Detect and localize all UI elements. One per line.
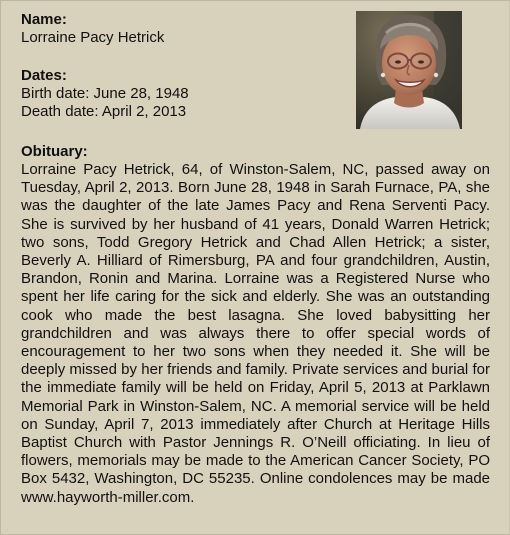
- dates-heading: Dates:: [21, 67, 67, 84]
- name-heading: Name:: [21, 11, 67, 28]
- birth-date: Birth date: June 28, 1948: [21, 85, 189, 102]
- death-date: Death date: April 2, 2013: [21, 103, 187, 120]
- obituary-heading: Obituary:: [21, 143, 88, 160]
- obituary-text: Lorraine Pacy Hetrick, 64, of Winston-Salem, NC, passed away on Tuesday, April 2, 2013. Born June 28, 1948 in Sarah Furnace, PA, she was the daughter of the late James Pacy and Rena Serventi Pacy. She is survived by her husband of 41 years, Donald Warren Hetrick; two sons, Todd Gregory Hetrick and Chad Allen Hetrick; a sister, Beverly A. Hilliard of Rimersburg, PA and four grandchildren, Austin, Brandon, Ronin and Marina. Lorraine was a Registered Nurse who spent her life caring for the sick and elderly. She was an outstanding cook who made the best lasagna. She loved babysitting her grandchildren and was always there to offer special words of encouragement to her two sons when they needed it. She will be deeply missed by her friends and family. Private services and burial for the immediate family will be held on Friday, April 5, 2013 at Parklawn Memorial Park in Winston-Salem, NC. A memorial service will be held on Sunday, April 7, 2013 immediately after Church at Heritage Hills Baptist Church with Pastor Jennings R. O’Neill officiating. In lieu of flowers, memorials may be made to the American Cancer Society, PO Box 5432, Washington, DC 55235. Online condolences may be made www.hayworth-miller.com.: [21, 161, 490, 506]
- portrait-photo: [356, 11, 462, 129]
- portrait-image: [356, 11, 462, 129]
- deceased-name: Lorraine Pacy Hetrick: [21, 29, 165, 46]
